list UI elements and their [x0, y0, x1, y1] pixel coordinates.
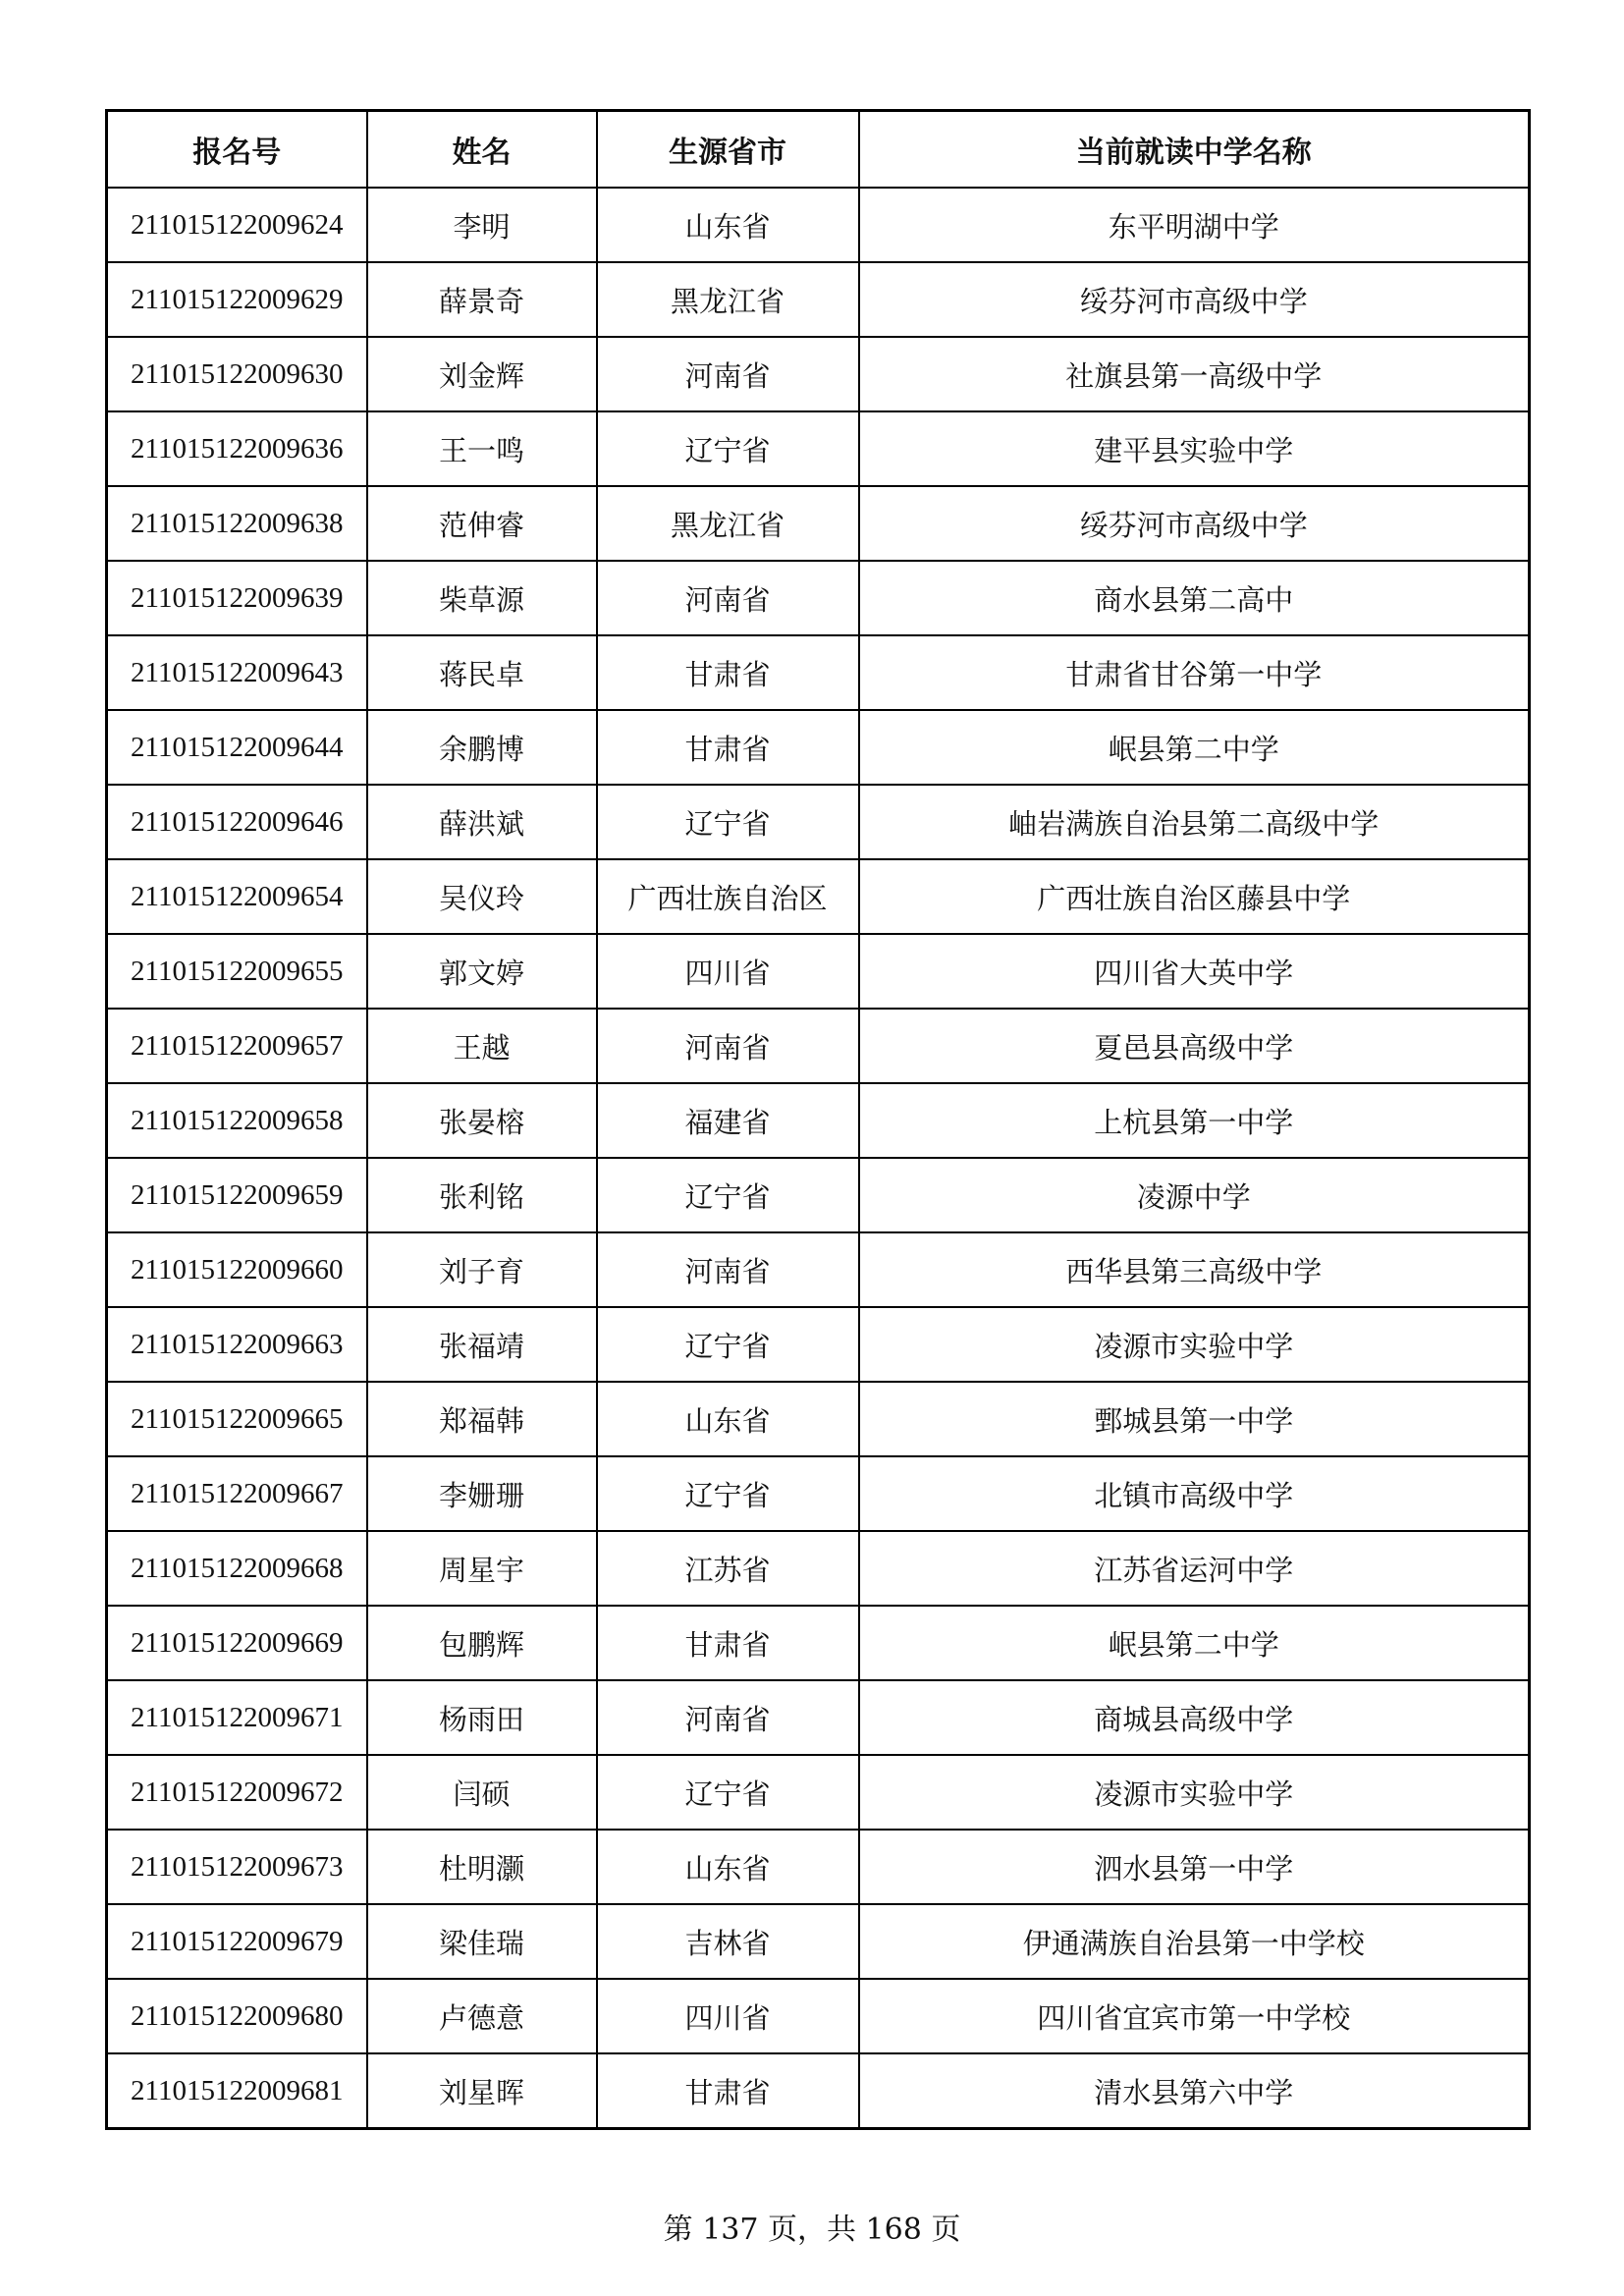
table-row — [107, 934, 1530, 1009]
cell-school: 泗水县第一中学 — [859, 1830, 1530, 1904]
cell-registration-number: 211015122009660 — [107, 1232, 367, 1307]
cell-registration-number: 211015122009657 — [107, 1009, 367, 1083]
table-row — [107, 1904, 1530, 1979]
cell-registration-number: 211015122009659 — [107, 1158, 367, 1232]
table-row — [107, 1830, 1530, 1904]
cell-name: 卢德意 — [367, 1979, 597, 2053]
cell-registration-number: 211015122009629 — [107, 262, 367, 337]
table-row — [107, 1307, 1530, 1382]
table-row — [107, 1680, 1530, 1755]
cell-province: 河南省 — [597, 1232, 859, 1307]
cell-school: 社旗县第一高级中学 — [859, 337, 1530, 411]
cell-province: 黑龙江省 — [597, 262, 859, 337]
cell-school: 凌源中学 — [859, 1158, 1530, 1232]
cell-province: 黑龙江省 — [597, 486, 859, 561]
cell-province: 山东省 — [597, 188, 859, 262]
cell-registration-number: 211015122009665 — [107, 1382, 367, 1456]
table-row — [107, 1083, 1530, 1158]
cell-province: 辽宁省 — [597, 1307, 859, 1382]
cell-school: 商水县第二高中 — [859, 561, 1530, 635]
cell-name: 王越 — [367, 1009, 597, 1083]
page-number-footer: 第 137 页，共 168 页 — [663, 2213, 961, 2247]
cell-registration-number: 211015122009669 — [107, 1606, 367, 1680]
table-row — [107, 1606, 1530, 1680]
cell-name: 余鹏博 — [367, 710, 597, 785]
cell-registration-number: 211015122009636 — [107, 411, 367, 486]
cell-school: 建平县实验中学 — [859, 411, 1530, 486]
header-registration-number: 报名号 — [107, 111, 367, 189]
table-row — [107, 262, 1530, 337]
table-row — [107, 2053, 1530, 2129]
cell-province: 辽宁省 — [597, 1456, 859, 1531]
cell-province: 河南省 — [597, 1680, 859, 1755]
header-name: 姓名 — [367, 111, 597, 189]
cell-province: 河南省 — [597, 337, 859, 411]
cell-province: 辽宁省 — [597, 1755, 859, 1830]
cell-registration-number: 211015122009671 — [107, 1680, 367, 1755]
table-row — [107, 859, 1530, 934]
table-row — [107, 1232, 1530, 1307]
cell-province: 福建省 — [597, 1083, 859, 1158]
table-row — [107, 1456, 1530, 1531]
cell-province: 吉林省 — [597, 1904, 859, 1979]
cell-school: 东平明湖中学 — [859, 188, 1530, 262]
cell-school: 商城县高级中学 — [859, 1680, 1530, 1755]
table-row — [107, 486, 1530, 561]
cell-name: 包鹏辉 — [367, 1606, 597, 1680]
cell-school: 凌源市实验中学 — [859, 1755, 1530, 1830]
table-row — [107, 1158, 1530, 1232]
cell-name: 刘金辉 — [367, 337, 597, 411]
table-row — [107, 561, 1530, 635]
cell-name: 薛洪斌 — [367, 785, 597, 859]
cell-province: 甘肃省 — [597, 1606, 859, 1680]
cell-registration-number: 211015122009655 — [107, 934, 367, 1009]
table-body — [107, 188, 1530, 2129]
cell-name: 杜明灏 — [367, 1830, 597, 1904]
cell-school: 西华县第三高级中学 — [859, 1232, 1530, 1307]
cell-province: 甘肃省 — [597, 2053, 859, 2129]
table-row — [107, 1755, 1530, 1830]
cell-name: 闫硕 — [367, 1755, 597, 1830]
cell-registration-number: 211015122009681 — [107, 2053, 367, 2129]
cell-school: 北镇市高级中学 — [859, 1456, 1530, 1531]
cell-school: 伊通满族自治县第一中学校 — [859, 1904, 1530, 1979]
cell-registration-number: 211015122009668 — [107, 1531, 367, 1606]
table-row — [107, 188, 1530, 262]
cell-registration-number: 211015122009624 — [107, 188, 367, 262]
cell-school: 江苏省运河中学 — [859, 1531, 1530, 1606]
cell-name: 吴仪玲 — [367, 859, 597, 934]
cell-name: 薛景奇 — [367, 262, 597, 337]
table-row — [107, 635, 1530, 710]
cell-registration-number: 211015122009643 — [107, 635, 367, 710]
cell-name: 李姗珊 — [367, 1456, 597, 1531]
cell-school: 夏邑县高级中学 — [859, 1009, 1530, 1083]
table-row — [107, 411, 1530, 486]
cell-registration-number: 211015122009654 — [107, 859, 367, 934]
table-row — [107, 785, 1530, 859]
cell-province: 山东省 — [597, 1382, 859, 1456]
table-row — [107, 1382, 1530, 1456]
cell-name: 张利铭 — [367, 1158, 597, 1232]
cell-school: 甘肃省甘谷第一中学 — [859, 635, 1530, 710]
cell-school: 绥芬河市高级中学 — [859, 262, 1530, 337]
cell-province: 河南省 — [597, 1009, 859, 1083]
table-row — [107, 337, 1530, 411]
cell-school: 岷县第二中学 — [859, 1606, 1530, 1680]
cell-school: 广西壮族自治区藤县中学 — [859, 859, 1530, 934]
cell-province: 辽宁省 — [597, 1158, 859, 1232]
cell-province: 四川省 — [597, 1979, 859, 2053]
table-row — [107, 1531, 1530, 1606]
cell-name: 郑福韩 — [367, 1382, 597, 1456]
cell-school: 岷县第二中学 — [859, 710, 1530, 785]
cell-registration-number: 211015122009663 — [107, 1307, 367, 1382]
cell-name: 杨雨田 — [367, 1680, 597, 1755]
cell-registration-number: 211015122009667 — [107, 1456, 367, 1531]
cell-province: 辽宁省 — [597, 411, 859, 486]
header-school: 当前就读中学名称 — [859, 111, 1530, 189]
cell-name: 周星宇 — [367, 1531, 597, 1606]
cell-name: 刘星晖 — [367, 2053, 597, 2129]
cell-registration-number: 211015122009679 — [107, 1904, 367, 1979]
cell-province: 甘肃省 — [597, 710, 859, 785]
cell-school: 岫岩满族自治县第二高级中学 — [859, 785, 1530, 859]
cell-school: 凌源市实验中学 — [859, 1307, 1530, 1382]
cell-school: 清水县第六中学 — [859, 2053, 1530, 2129]
cell-name: 刘子育 — [367, 1232, 597, 1307]
cell-school: 鄄城县第一中学 — [859, 1382, 1530, 1456]
cell-name: 蒋民卓 — [367, 635, 597, 710]
cell-name: 柴草源 — [367, 561, 597, 635]
cell-registration-number: 211015122009639 — [107, 561, 367, 635]
cell-province: 甘肃省 — [597, 635, 859, 710]
cell-province: 山东省 — [597, 1830, 859, 1904]
cell-registration-number: 211015122009680 — [107, 1979, 367, 2053]
cell-registration-number: 211015122009673 — [107, 1830, 367, 1904]
cell-name: 李明 — [367, 188, 597, 262]
cell-registration-number: 211015122009638 — [107, 486, 367, 561]
header-province: 生源省市 — [597, 111, 859, 189]
table-row — [107, 1979, 1530, 2053]
cell-registration-number: 211015122009646 — [107, 785, 367, 859]
cell-province: 广西壮族自治区 — [597, 859, 859, 934]
cell-name: 范伸睿 — [367, 486, 597, 561]
cell-province: 江苏省 — [597, 1531, 859, 1606]
cell-registration-number: 211015122009658 — [107, 1083, 367, 1158]
admission-roster-table — [105, 109, 1531, 2130]
cell-name: 张晏榕 — [367, 1083, 597, 1158]
cell-registration-number: 211015122009672 — [107, 1755, 367, 1830]
cell-registration-number: 211015122009630 — [107, 337, 367, 411]
cell-school: 四川省宜宾市第一中学校 — [859, 1979, 1530, 2053]
cell-name: 王一鸣 — [367, 411, 597, 486]
cell-school: 绥芬河市高级中学 — [859, 486, 1530, 561]
cell-province: 辽宁省 — [597, 785, 859, 859]
cell-province: 河南省 — [597, 561, 859, 635]
table-header-row — [107, 111, 1530, 189]
cell-registration-number: 211015122009644 — [107, 710, 367, 785]
cell-name: 郭文婷 — [367, 934, 597, 1009]
cell-province: 四川省 — [597, 934, 859, 1009]
table-row — [107, 1009, 1530, 1083]
cell-school: 四川省大英中学 — [859, 934, 1530, 1009]
cell-school: 上杭县第一中学 — [859, 1083, 1530, 1158]
cell-name: 张福靖 — [367, 1307, 597, 1382]
table-row — [107, 710, 1530, 785]
cell-name: 梁佳瑞 — [367, 1904, 597, 1979]
